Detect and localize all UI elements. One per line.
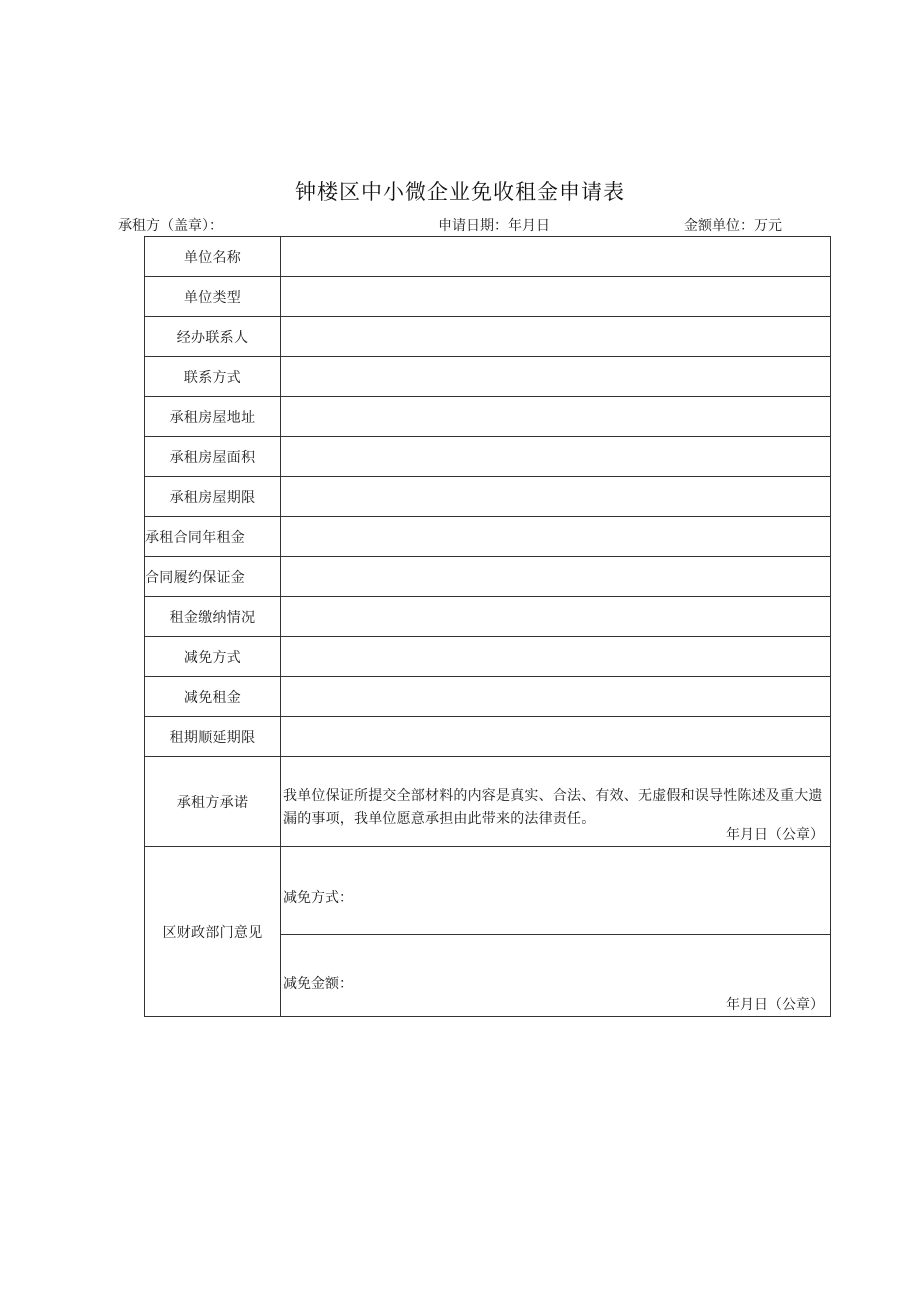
commitment-label: 承租方承诺 — [145, 757, 281, 847]
house-address-field[interactable] — [281, 397, 831, 437]
form-row-reduced-rent — [145, 677, 831, 717]
form-row-lease-term — [145, 477, 831, 517]
amount-unit-label: 金额单位：万元 — [684, 218, 782, 234]
row-label: 承租房屋地址 — [145, 397, 281, 437]
annual-rent-field[interactable] — [281, 517, 831, 557]
reduced-rent-field[interactable] — [281, 677, 831, 717]
form-title: 钟楼区中小微企业免收租金申请表 — [295, 180, 625, 204]
unit-name-field[interactable] — [281, 237, 831, 277]
form-row-unit-name — [145, 237, 831, 277]
form-row-deposit — [145, 557, 831, 597]
form-row-commitment — [145, 757, 831, 847]
contact-info-field[interactable] — [281, 357, 831, 397]
form-row-finance-opinion-method — [145, 847, 831, 935]
finance-method-label: 减免方式： — [283, 890, 353, 906]
row-label: 合同履约保证金 — [145, 557, 281, 597]
form-row-house-area — [145, 437, 831, 477]
finance-opinion-label: 区财政部门意见 — [145, 847, 281, 1017]
finance-amount-label: 减免金额： — [283, 975, 353, 992]
row-label: 承租房屋期限 — [145, 477, 281, 517]
lease-term-field[interactable] — [281, 477, 831, 517]
commitment-text: 我单位保证所提交全部材料的内容是真实、合法、有效、无虚假和误导性陈述及重大遗漏的事项，我单位愿意承担由此带来的法律责任。 — [283, 787, 823, 827]
row-label: 减免方式 — [145, 637, 281, 677]
row-label: 联系方式 — [145, 357, 281, 397]
form-row-unit-type — [145, 277, 831, 317]
row-label: 租金缴纳情况 — [145, 597, 281, 637]
form-row-house-address — [145, 397, 831, 437]
form-row-contact-person — [145, 317, 831, 357]
application-form-table — [144, 236, 831, 1017]
contact-person-field[interactable] — [281, 317, 831, 357]
row-label: 单位类型 — [145, 277, 281, 317]
apply-date-label: 申请日期：年月日 — [438, 218, 550, 234]
row-label: 承租合同年租金 — [145, 517, 281, 557]
form-row-rent-payment — [145, 597, 831, 637]
reduction-method-field[interactable] — [281, 637, 831, 677]
finance-method-cell[interactable] — [281, 847, 831, 935]
lessee-seal-label: 承租方（盖章）： — [118, 218, 223, 234]
form-row-contact-info — [145, 357, 831, 397]
row-label: 减免租金 — [145, 677, 281, 717]
finance-seal-date: 年月日（公章） — [726, 997, 824, 1013]
term-extension-field[interactable] — [281, 717, 831, 757]
form-row-reduction-method — [145, 637, 831, 677]
rent-payment-field[interactable] — [281, 597, 831, 637]
row-label: 经办联系人 — [145, 317, 281, 357]
finance-amount-cell[interactable] — [281, 935, 831, 1017]
unit-type-field[interactable] — [281, 277, 831, 317]
deposit-field[interactable] — [281, 557, 831, 597]
row-label: 承租房屋面积 — [145, 437, 281, 477]
row-label: 单位名称 — [145, 237, 281, 277]
form-row-annual-rent — [145, 517, 831, 557]
row-label: 租期顺延期限 — [145, 717, 281, 757]
house-area-field[interactable] — [281, 437, 831, 477]
form-row-term-extension — [145, 717, 831, 757]
commitment-cell — [281, 757, 831, 847]
commitment-seal-date: 年月日（公章） — [726, 827, 824, 843]
